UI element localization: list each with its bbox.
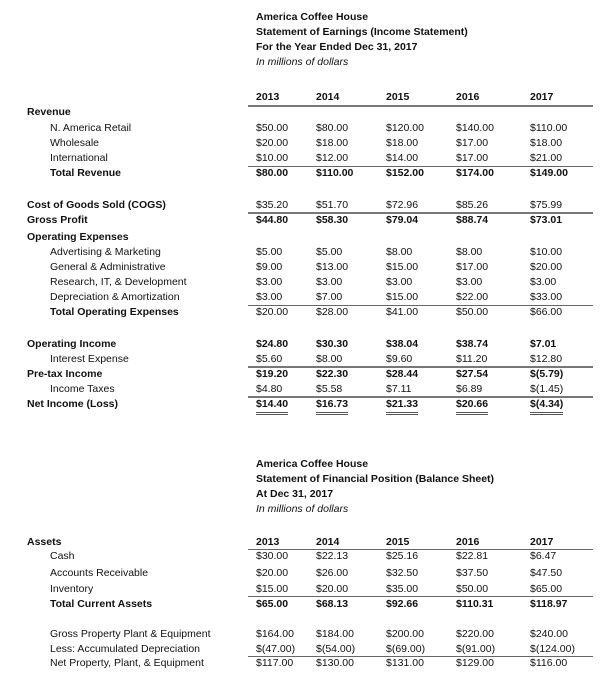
balance-sheet-title (256, 457, 494, 517)
cell: $110.31 (456, 598, 494, 610)
row-label: Cost of Goods Sold (COGS) (27, 199, 166, 211)
cell: $3.00 (386, 276, 413, 288)
cell: $(124.00) (530, 643, 575, 655)
table-row (0, 582, 609, 597)
cell: $25.16 (386, 550, 419, 562)
cell: $17.00 (456, 152, 489, 164)
cell: $65.00 (256, 598, 289, 610)
cell: $32.50 (386, 567, 419, 579)
cell: $80.00 (316, 122, 349, 134)
cell: $110.00 (530, 122, 568, 134)
cell: $38.04 (386, 338, 419, 350)
year-header: 2015 (386, 91, 410, 103)
statement-period: At Dec 31, 2017 (256, 488, 334, 500)
row-label: Wholesale (50, 137, 100, 149)
row-label: Total Current Assets (50, 598, 153, 610)
cell: $120.00 (386, 122, 424, 134)
table-row-total (0, 397, 609, 412)
cell: $184.00 (316, 628, 354, 640)
cell: $79.04 (386, 214, 419, 226)
row-label: Depreciation & Amortization (50, 291, 180, 303)
row-label: Pre-tax Income (27, 368, 103, 380)
year-header: 2013 (256, 91, 280, 103)
cell: $174.00 (456, 167, 494, 179)
table-row-total (0, 305, 609, 320)
cell: $220.00 (456, 628, 494, 640)
cell: $6.89 (456, 383, 483, 395)
row-label: Operating Income (27, 338, 117, 350)
table-row (0, 260, 609, 275)
cell: $27.54 (456, 368, 489, 380)
cell: $130.00 (316, 657, 354, 669)
row-label: Research, IT, & Development (50, 276, 187, 288)
cell: $88.74 (456, 214, 489, 226)
row-label: Inventory (50, 583, 94, 595)
cell: $19.20 (256, 368, 289, 380)
cell: $80.00 (256, 167, 289, 179)
statement-units: In millions of dollars (256, 56, 349, 68)
year-header: 2013 (256, 536, 280, 548)
cell: $(4.34) (530, 397, 563, 415)
row-label: Gross Profit (27, 214, 88, 226)
cell: $9.60 (386, 353, 413, 365)
cell: $20.00 (256, 567, 289, 579)
cell: $16.73 (316, 397, 348, 415)
cell: $28.00 (316, 306, 349, 318)
cell: $6.47 (530, 550, 557, 562)
cell: $18.00 (386, 137, 419, 149)
table-row (0, 549, 609, 564)
operating-expenses-header: Operating Expenses (27, 231, 129, 243)
statement-period: For the Year Ended Dec 31, 2017 (256, 41, 418, 53)
table-row (0, 275, 609, 290)
row-label: Less: Accumulated Depreciation (50, 643, 200, 655)
cell: $12.00 (316, 152, 349, 164)
table-row (0, 566, 609, 581)
cell: $85.26 (456, 199, 489, 211)
cell: $24.80 (256, 338, 289, 350)
row-label: Income Taxes (50, 383, 115, 395)
cell: $4.80 (256, 383, 283, 395)
row-label: N. America Retail (50, 122, 132, 134)
cell: $12.80 (530, 353, 563, 365)
cell: $129.00 (456, 657, 494, 669)
cell: $47.50 (530, 567, 563, 579)
cell: $14.40 (256, 397, 288, 415)
cell: $(1.45) (530, 383, 564, 395)
cell: $28.44 (386, 368, 419, 380)
cell: $(69.00) (386, 643, 426, 655)
statement-units: In millions of dollars (256, 503, 349, 515)
statement-name: Statement of Earnings (Income Statement) (256, 26, 468, 38)
cell: $21.00 (530, 152, 563, 164)
cell: $58.30 (316, 214, 349, 226)
assets-header: Assets (27, 536, 62, 548)
table-row-total (0, 367, 609, 382)
row-label: Interest Expense (50, 353, 129, 365)
cell: $(47.00) (256, 643, 296, 655)
year-header: 2017 (530, 91, 554, 103)
cell: $66.00 (530, 306, 563, 318)
cell: $22.00 (456, 291, 489, 303)
cell: $22.81 (456, 550, 489, 562)
cell: $8.00 (456, 246, 483, 258)
year-header: 2016 (456, 91, 480, 103)
cell: $30.30 (316, 338, 349, 350)
cell: $20.00 (316, 583, 349, 595)
cell: $21.33 (386, 397, 418, 415)
table-row (0, 136, 609, 151)
cell: $15.00 (386, 291, 419, 303)
cell: $7.00 (316, 291, 343, 303)
cell: $17.00 (456, 137, 489, 149)
row-label: International (50, 152, 108, 164)
row-label: Advertising & Marketing (50, 246, 161, 258)
year-header: 2014 (316, 91, 340, 103)
cell: $73.01 (530, 214, 563, 226)
row-label: Net Property, Plant, & Equipment (50, 657, 204, 669)
cell: $3.00 (530, 276, 557, 288)
cell: $140.00 (456, 122, 494, 134)
row-label: Total Operating Expenses (50, 306, 179, 318)
cell: $38.74 (456, 338, 489, 350)
table-row (0, 382, 609, 397)
cell: $118.97 (530, 598, 568, 610)
cell: $20.00 (530, 261, 563, 273)
row-label: Net Income (Loss) (27, 398, 119, 410)
cell: $33.00 (530, 291, 563, 303)
table-row-total (0, 656, 609, 671)
cell: $37.50 (456, 567, 489, 579)
year-header: 2016 (456, 536, 480, 548)
year-header: 2017 (530, 536, 554, 548)
cell: $10.00 (256, 152, 289, 164)
income-statement-title (256, 10, 468, 70)
cell: $3.00 (456, 276, 483, 288)
cell: $22.30 (316, 368, 349, 380)
cell: $41.00 (386, 306, 419, 318)
cell: $50.00 (456, 306, 489, 318)
table-row (0, 352, 609, 367)
cell: $149.00 (530, 167, 568, 179)
table-row (0, 151, 609, 166)
row-label: General & Administrative (50, 261, 166, 273)
cell: $7.01 (530, 338, 557, 350)
cell: $17.00 (456, 261, 489, 273)
year-header-row (0, 535, 609, 550)
cell: $26.00 (316, 567, 349, 579)
row-label: Accounts Receivable (50, 567, 149, 579)
cell: $117.00 (256, 657, 294, 669)
table-row (0, 198, 609, 213)
cell: $20.66 (456, 397, 488, 415)
cell: $116.00 (530, 657, 568, 669)
cell: $7.11 (386, 383, 412, 395)
table-row (0, 627, 609, 642)
company-name: America Coffee House (256, 11, 369, 23)
cell: $15.00 (386, 261, 419, 273)
cell: $9.00 (256, 261, 283, 273)
cell: $164.00 (256, 628, 294, 640)
section-header (0, 105, 609, 120)
cell: $5.60 (256, 353, 283, 365)
cell: $5.58 (316, 383, 343, 395)
cell: $(5.79) (530, 368, 564, 380)
cell: $20.00 (256, 306, 289, 318)
cell: $(54.00) (316, 643, 356, 655)
cell: $22.13 (316, 550, 349, 562)
cell: $10.00 (530, 246, 563, 258)
cell: $152.00 (386, 167, 424, 179)
cell: $35.00 (386, 583, 419, 595)
cell: $3.00 (316, 276, 343, 288)
table-row-total (0, 337, 609, 352)
table-row-total (0, 597, 609, 612)
cell: $35.20 (256, 199, 289, 211)
cell: $18.00 (530, 137, 563, 149)
table-row (0, 121, 609, 136)
year-header: 2014 (316, 536, 340, 548)
cell: $68.13 (316, 598, 349, 610)
cell: $14.00 (386, 152, 419, 164)
cell: $5.00 (256, 246, 283, 258)
statement-name: Statement of Financial Position (Balance Sheet) (256, 473, 495, 485)
cell: $20.00 (256, 137, 289, 149)
cell: $3.00 (256, 276, 283, 288)
section-header (0, 230, 609, 245)
cell: $15.00 (256, 583, 289, 595)
company-name: America Coffee House (256, 458, 369, 470)
row-label: Cash (50, 550, 75, 562)
row-label: Total Revenue (50, 167, 121, 179)
cell: $8.00 (316, 353, 343, 365)
cell: $51.70 (316, 199, 349, 211)
cell: $3.00 (256, 291, 283, 303)
cell: $13.00 (316, 261, 349, 273)
cell: $50.00 (456, 583, 489, 595)
table-row (0, 290, 609, 305)
cell: $240.00 (530, 628, 568, 640)
cell: $131.00 (386, 657, 424, 669)
revenue-header: Revenue (27, 106, 71, 118)
cell: $50.00 (256, 122, 289, 134)
cell: $11.20 (456, 353, 488, 365)
cell: $30.00 (256, 550, 289, 562)
table-row-total (0, 166, 609, 181)
cell: $44.80 (256, 214, 289, 226)
table-row (0, 642, 609, 657)
cell: $110.00 (316, 167, 354, 179)
row-label: Gross Property Plant & Equipment (50, 628, 211, 640)
cell: $8.00 (386, 246, 413, 258)
cell: $18.00 (316, 137, 349, 149)
year-header: 2015 (386, 536, 410, 548)
table-row-total (0, 213, 609, 228)
cell: $(91.00) (456, 643, 496, 655)
cell: $65.00 (530, 583, 563, 595)
cell: $200.00 (386, 628, 424, 640)
cell: $72.96 (386, 199, 419, 211)
cell: $5.00 (316, 246, 343, 258)
year-header-row (0, 90, 609, 105)
table-row (0, 245, 609, 260)
cell: $92.66 (386, 598, 419, 610)
cell: $75.99 (530, 199, 563, 211)
